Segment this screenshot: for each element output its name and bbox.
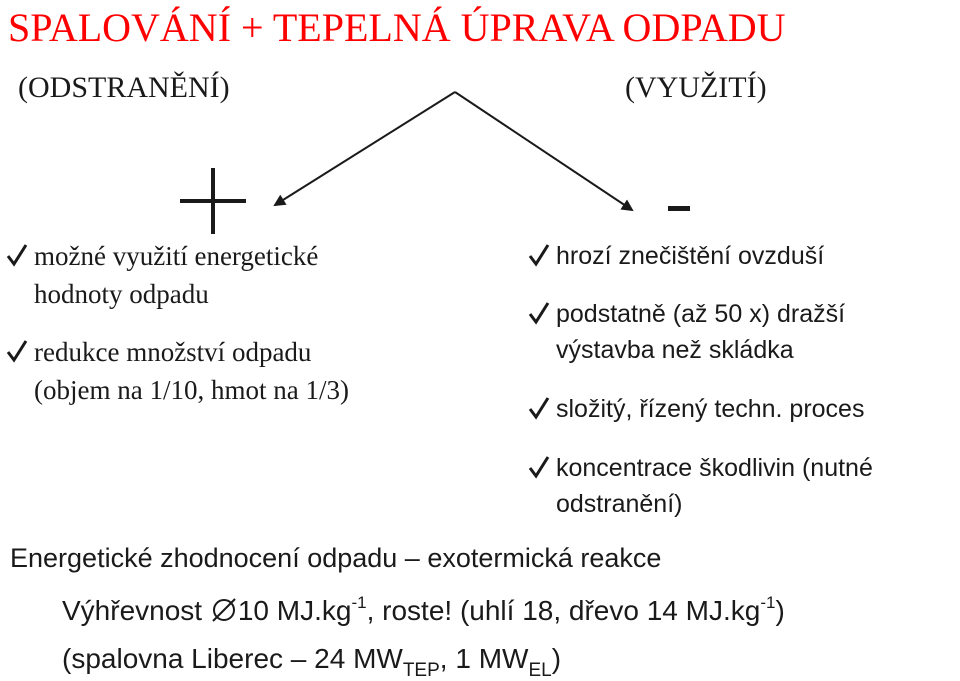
plus-icon bbox=[180, 168, 246, 234]
check-icon bbox=[528, 395, 550, 421]
diameter-icon bbox=[210, 596, 238, 624]
check-icon bbox=[6, 338, 28, 364]
check-icon bbox=[528, 454, 550, 480]
page-title: SPALOVÁNÍ + TEPELNÁ ÚPRAVA ODPADU bbox=[8, 5, 786, 50]
arrow-to-minus bbox=[455, 92, 632, 210]
minus-icon bbox=[668, 206, 690, 211]
energy-recovery-line: Energetické zhodnocení odpadu – exotermická reakce bbox=[10, 543, 662, 573]
check-icon bbox=[528, 300, 550, 326]
subtitle-removal: (ODSTRANĚNÍ) bbox=[18, 71, 230, 104]
check-icon bbox=[6, 242, 28, 268]
arrow-to-plus bbox=[275, 92, 455, 205]
heating-value-line: Výhřevnost 10 $MJ.kg^{-1}$, roste! (uhlí 18, dřevo 14 $MJ.kg^{-1}$) bbox=[62, 593, 785, 626]
incinerator-line: (spalovna Liberec – 24 $MW_{TEP}$, 1 $MW_{EL}$) bbox=[62, 643, 562, 681]
check-icon bbox=[528, 242, 550, 268]
subtitle-utilization: (VYUŽITÍ) bbox=[625, 71, 767, 104]
